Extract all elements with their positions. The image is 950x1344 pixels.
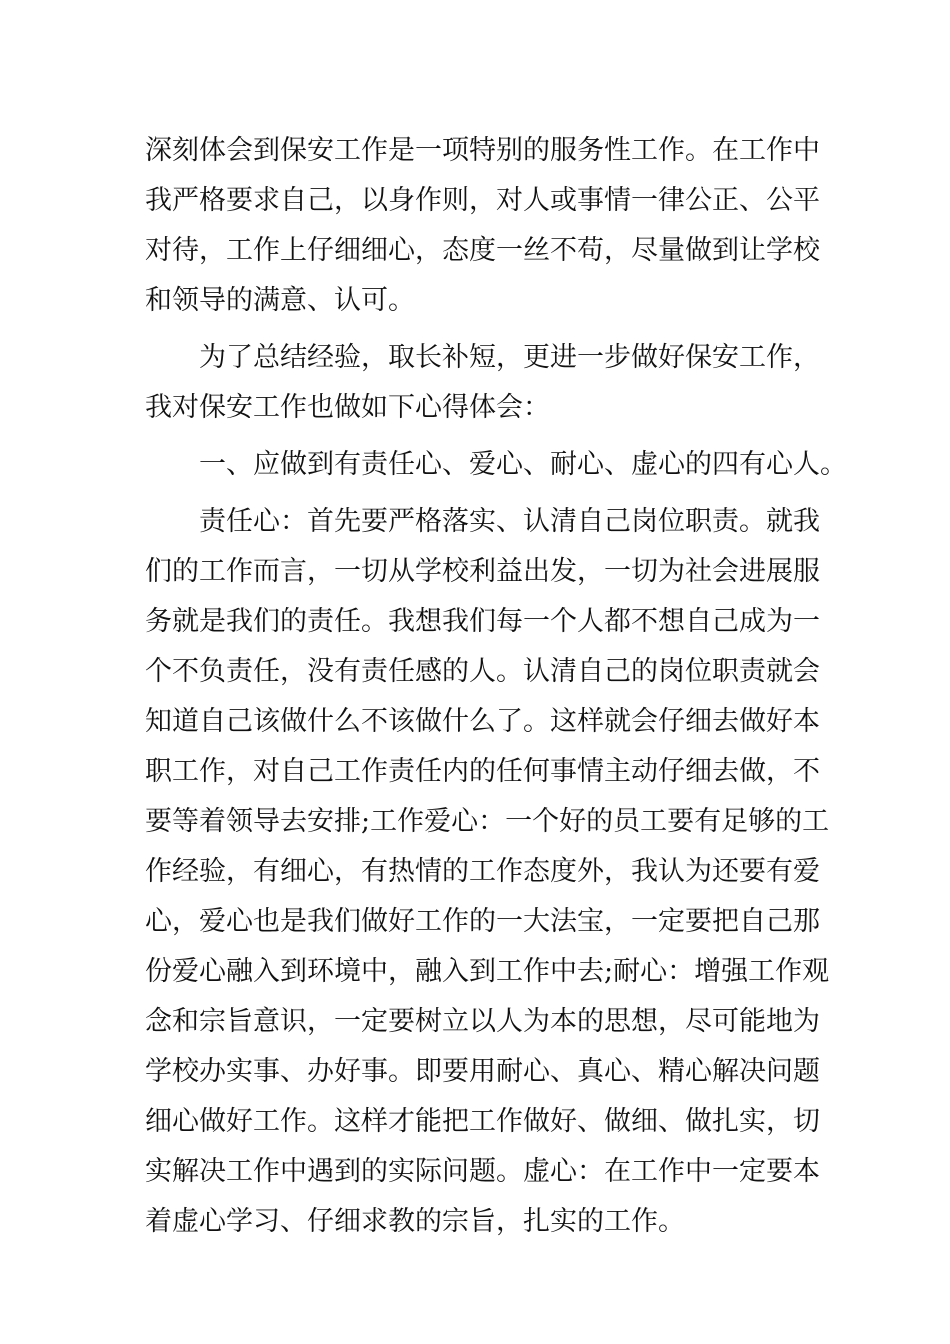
text-line: 知道自己该做什么不该做什么了。这样就会仔细去做好本 (145, 706, 820, 737)
text-line: 和领导的满意、认可。 (145, 285, 415, 316)
text-line: 学校办实事、办好事。即要用耐心、真心、精心解决问题 (145, 1056, 820, 1087)
text-line: 作经验，有细心，有热情的工作态度外，我认为还要有爱 (145, 856, 820, 887)
text-line: 实解决工作中遇到的实际问题。虚心：在工作中一定要本 (145, 1156, 820, 1187)
paragraph-3 (145, 440, 847, 490)
document-body (145, 126, 847, 1247)
text-line: 我严格要求自己，以身作则，对人或事情一律公正、公平 (145, 185, 820, 216)
text-line: 念和宗旨意识，一定要树立以人为本的思想，尽可能地为 (145, 1006, 820, 1037)
text-line: 要等着领导去安排;工作爱心：一个好的员工要有足够的工 (145, 806, 830, 837)
text-line: 个不负责任，没有责任感的人。认清自己的岗位职责就会 (145, 656, 820, 687)
text-line: 心，爱心也是我们做好工作的一大法宝，一定要把自己那 (145, 906, 820, 937)
text-line: 深刻体会到保安工作是一项特别的服务性工作。在工作中 (145, 135, 820, 166)
text-line: 为了总结经验，取长补短，更进一步做好保安工作， (199, 342, 820, 373)
text-line: 务就是我们的责任。我想我们每一个人都不想自己成为一 (145, 606, 820, 637)
text-line: 着虚心学习、仔细求教的宗旨，扎实的工作。 (145, 1206, 685, 1237)
text-line: 我对保安工作也做如下心得体会： (145, 392, 550, 423)
text-line: 一、应做到有责任心、爱心、耐心、虚心的四有心人。 (199, 449, 847, 480)
text-line: 们的工作而言，一切从学校利益出发，一切为社会进展服 (145, 556, 820, 587)
text-line: 份爱心融入到环境中，融入到工作中去;耐心：增强工作观 (145, 956, 830, 987)
paragraph-1 (145, 126, 820, 326)
text-line: 职工作，对自己工作责任内的任何事情主动仔细去做，不 (145, 756, 820, 787)
text-line: 对待，工作上仔细细心，态度一丝不苟，尽量做到让学校 (145, 235, 820, 266)
paragraph-2 (145, 333, 820, 433)
text-line: 细心做好工作。这样才能把工作做好、做细、做扎实，切 (145, 1106, 820, 1137)
paragraph-4 (145, 497, 830, 1247)
text-line: 责任心：首先要严格落实、认清自己岗位职责。就我 (199, 506, 820, 537)
